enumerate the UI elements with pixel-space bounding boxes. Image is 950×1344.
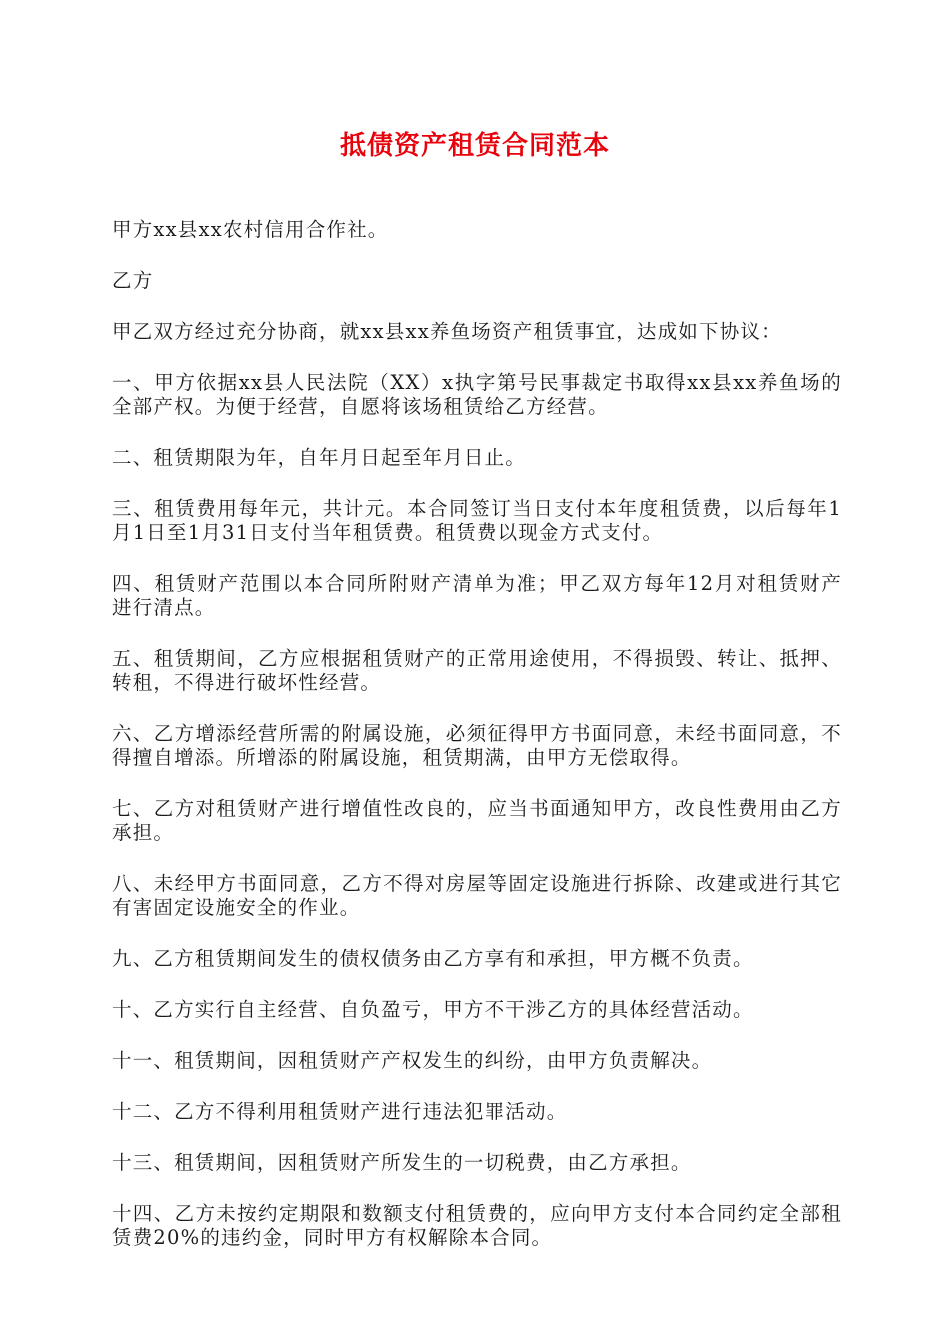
preamble-paragraph: 甲乙双方经过充分协商，就xx县xx养鱼场资产租赁事宜，达成如下协议： (112, 320, 782, 343)
clause-11: 十一、租赁期间，因租赁财产产权发生的纠纷，由甲方负责解决。 (112, 1049, 713, 1072)
clause-12: 十二、乙方不得利用租赁财产进行违法犯罪活动。 (112, 1100, 568, 1123)
clause-9: 九、乙方租赁期间发生的债权债务由乙方享有和承担，甲方概不负责。 (112, 947, 754, 970)
clause-14: 十四、乙方未按约定期限和数额支付租赁费的，应向甲方支付本合同约定全部租赁费20%的违约金，同时甲方有权解除本合同。 (112, 1202, 842, 1249)
document-body (112, 218, 842, 1277)
clause-8: 八、未经甲方书面同意，乙方不得对房屋等固定设施进行拆除、改建或进行其它有害固定设施安全的作业。 (112, 872, 842, 919)
clause-1: 一、甲方依据xx县人民法院（XX）x执字第号民事裁定书取得xx县xx养鱼场的全部产权。为便于经营，自愿将该场租赁给乙方经营。 (112, 371, 842, 418)
clause-10: 十、乙方实行自主经营、自负盈亏，甲方不干涉乙方的具体经营活动。 (112, 998, 754, 1021)
clause-13: 十三、租赁期间，因租赁财产所发生的一切税费，由乙方承担。 (112, 1151, 692, 1174)
clause-7: 七、乙方对租赁财产进行增值性改良的，应当书面通知甲方，改良性费用由乙方承担。 (112, 797, 842, 844)
clause-6: 六、乙方增添经营所需的附属设施，必须征得甲方书面同意，未经书面同意，不得擅自增添。所增添的附属设施，租赁期满，由甲方无偿取得。 (112, 722, 842, 769)
clause-2: 二、租赁期限为年，自年月日起至年月日止。 (112, 446, 527, 469)
party-a-line: 甲方xx县xx农村信用合作社。 (112, 218, 389, 241)
party-b-line: 乙方 (112, 269, 154, 292)
clause-5: 五、租赁期间，乙方应根据租赁财产的正常用途使用，不得损毁、转让、抵押、转租，不得进行破坏性经营。 (112, 647, 842, 694)
clause-4: 四、租赁财产范围以本合同所附财产清单为准；甲乙双方每年12月对租赁财产进行清点。 (112, 572, 842, 619)
document-title: 抵债资产租赁合同范本 (339, 131, 610, 161)
clause-3: 三、租赁费用每年元，共计元。本合同签订当日支付本年度租赁费，以后每年1月1日至1月31日支付当年租赁费。租赁费以现金方式支付。 (112, 497, 842, 544)
